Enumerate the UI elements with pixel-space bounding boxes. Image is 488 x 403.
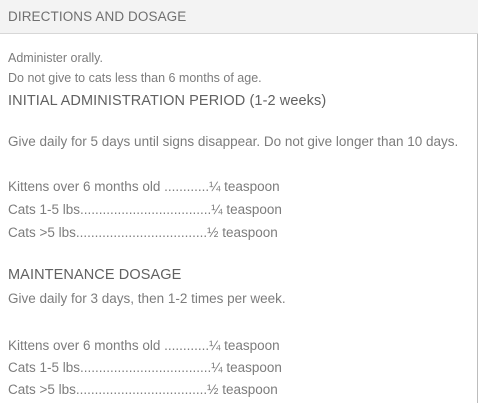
initial-dosage-row: Cats 1-5 lbs...................................¼ teaspoon [8, 202, 282, 217]
initial-dosage-row: Cats >5 lbs...................................½ teaspoon [8, 225, 278, 240]
maintenance-instruction: Give daily for 3 days, then 1-2 times per week. [8, 291, 286, 306]
section-title: DIRECTIONS AND DOSAGE [8, 9, 187, 24]
maintenance-dosage-row: Cats >5 lbs...................................½ teaspoon [8, 382, 278, 397]
initial-instruction: Give daily for 5 days until signs disappear. Do not give longer than 10 days. [8, 134, 459, 149]
section-header [0, 0, 478, 34]
intro-line: Administer orally. [8, 51, 103, 65]
initial-dosage-row: Kittens over 6 months old ............¼ teaspoon [8, 179, 280, 194]
maintenance-dosage-row: Kittens over 6 months old ............¼ teaspoon [8, 338, 280, 353]
initial-period-heading: INITIAL ADMINISTRATION PERIOD (1-2 weeks) [8, 93, 327, 109]
maintenance-heading: MAINTENANCE DOSAGE [8, 267, 182, 283]
intro-line: Do not give to cats less than 6 months of age. [8, 71, 262, 85]
maintenance-dosage-row: Cats 1-5 lbs...................................¼ teaspoon [8, 360, 282, 375]
